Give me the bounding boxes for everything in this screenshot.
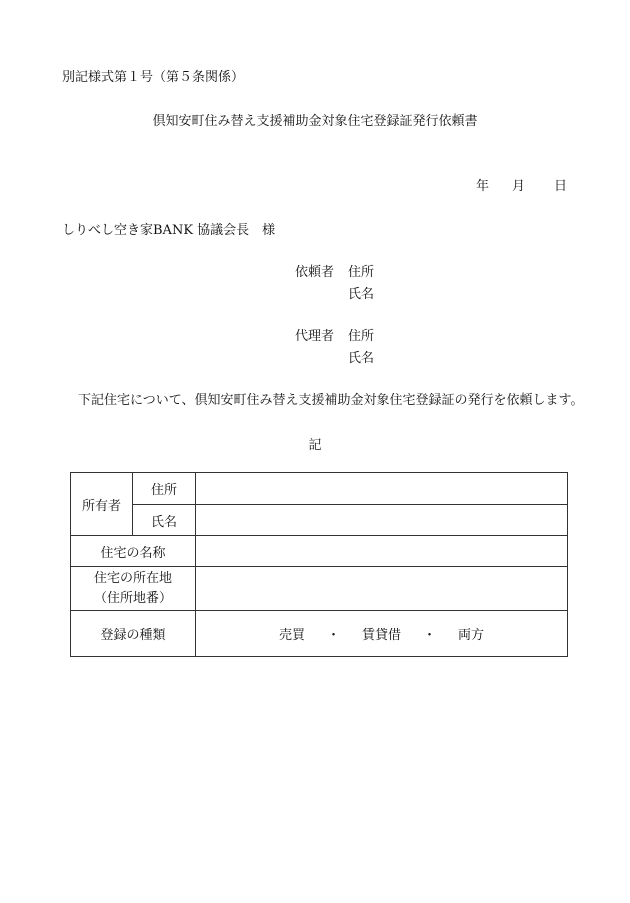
request-statement: 下記住宅について、倶知安町住み替え支援補助金対象住宅登録証の発行を依頼します。 bbox=[78, 393, 584, 408]
house-location-label: 住宅の所在地 bbox=[93, 570, 172, 586]
owner-name-field[interactable] bbox=[196, 505, 568, 536]
owner-address-label: 住所 bbox=[133, 473, 196, 505]
date-day-label: 日 bbox=[554, 179, 568, 194]
type-separator: ・ bbox=[326, 628, 340, 643]
agent-role-label: 代理者 bbox=[295, 329, 335, 344]
date-year-label: 年 bbox=[476, 179, 490, 194]
registration-type-row bbox=[71, 611, 568, 657]
owner-name-label: 氏名 bbox=[133, 505, 196, 536]
type-separator: ・ bbox=[423, 628, 437, 643]
owner-label: 所有者 bbox=[71, 473, 133, 536]
requester-address-label: 住所 bbox=[348, 265, 375, 280]
requester-name-label: 氏名 bbox=[348, 287, 375, 302]
house-name-row bbox=[71, 536, 568, 567]
date-line bbox=[476, 175, 567, 194]
form-number-label: 別記様式第１号（第５条関係） bbox=[62, 70, 245, 85]
agent-address-label: 住所 bbox=[348, 329, 375, 344]
type-option-lease[interactable]: 賃貸借 bbox=[361, 628, 401, 643]
document-title: 倶知安町住み替え支援補助金対象住宅登録証発行依頼書 bbox=[152, 114, 478, 129]
registration-table bbox=[70, 472, 568, 657]
agent-name-label: 氏名 bbox=[348, 351, 375, 366]
type-option-sale[interactable]: 売買 bbox=[278, 628, 305, 643]
requester-role-label: 依頼者 bbox=[295, 265, 335, 280]
house-location-sub-label: （住所地番） bbox=[93, 590, 172, 606]
house-location-field[interactable] bbox=[196, 567, 568, 611]
owner-address-field[interactable] bbox=[196, 473, 568, 505]
registration-type-options bbox=[196, 611, 568, 657]
owner-address-row bbox=[71, 473, 568, 505]
house-location-row bbox=[71, 567, 568, 611]
house-name-label: 住宅の名称 bbox=[71, 536, 196, 567]
house-location-label-cell bbox=[71, 567, 196, 611]
date-month-label: 月 bbox=[512, 179, 526, 194]
house-name-field[interactable] bbox=[196, 536, 568, 567]
addressee: しりべし空き家BANK 協議会長 様 bbox=[62, 223, 276, 238]
owner-name-row bbox=[71, 505, 568, 536]
ki-heading: 記 bbox=[308, 438, 322, 453]
type-option-both[interactable]: 両方 bbox=[458, 628, 485, 643]
registration-type-label: 登録の種類 bbox=[71, 611, 196, 657]
